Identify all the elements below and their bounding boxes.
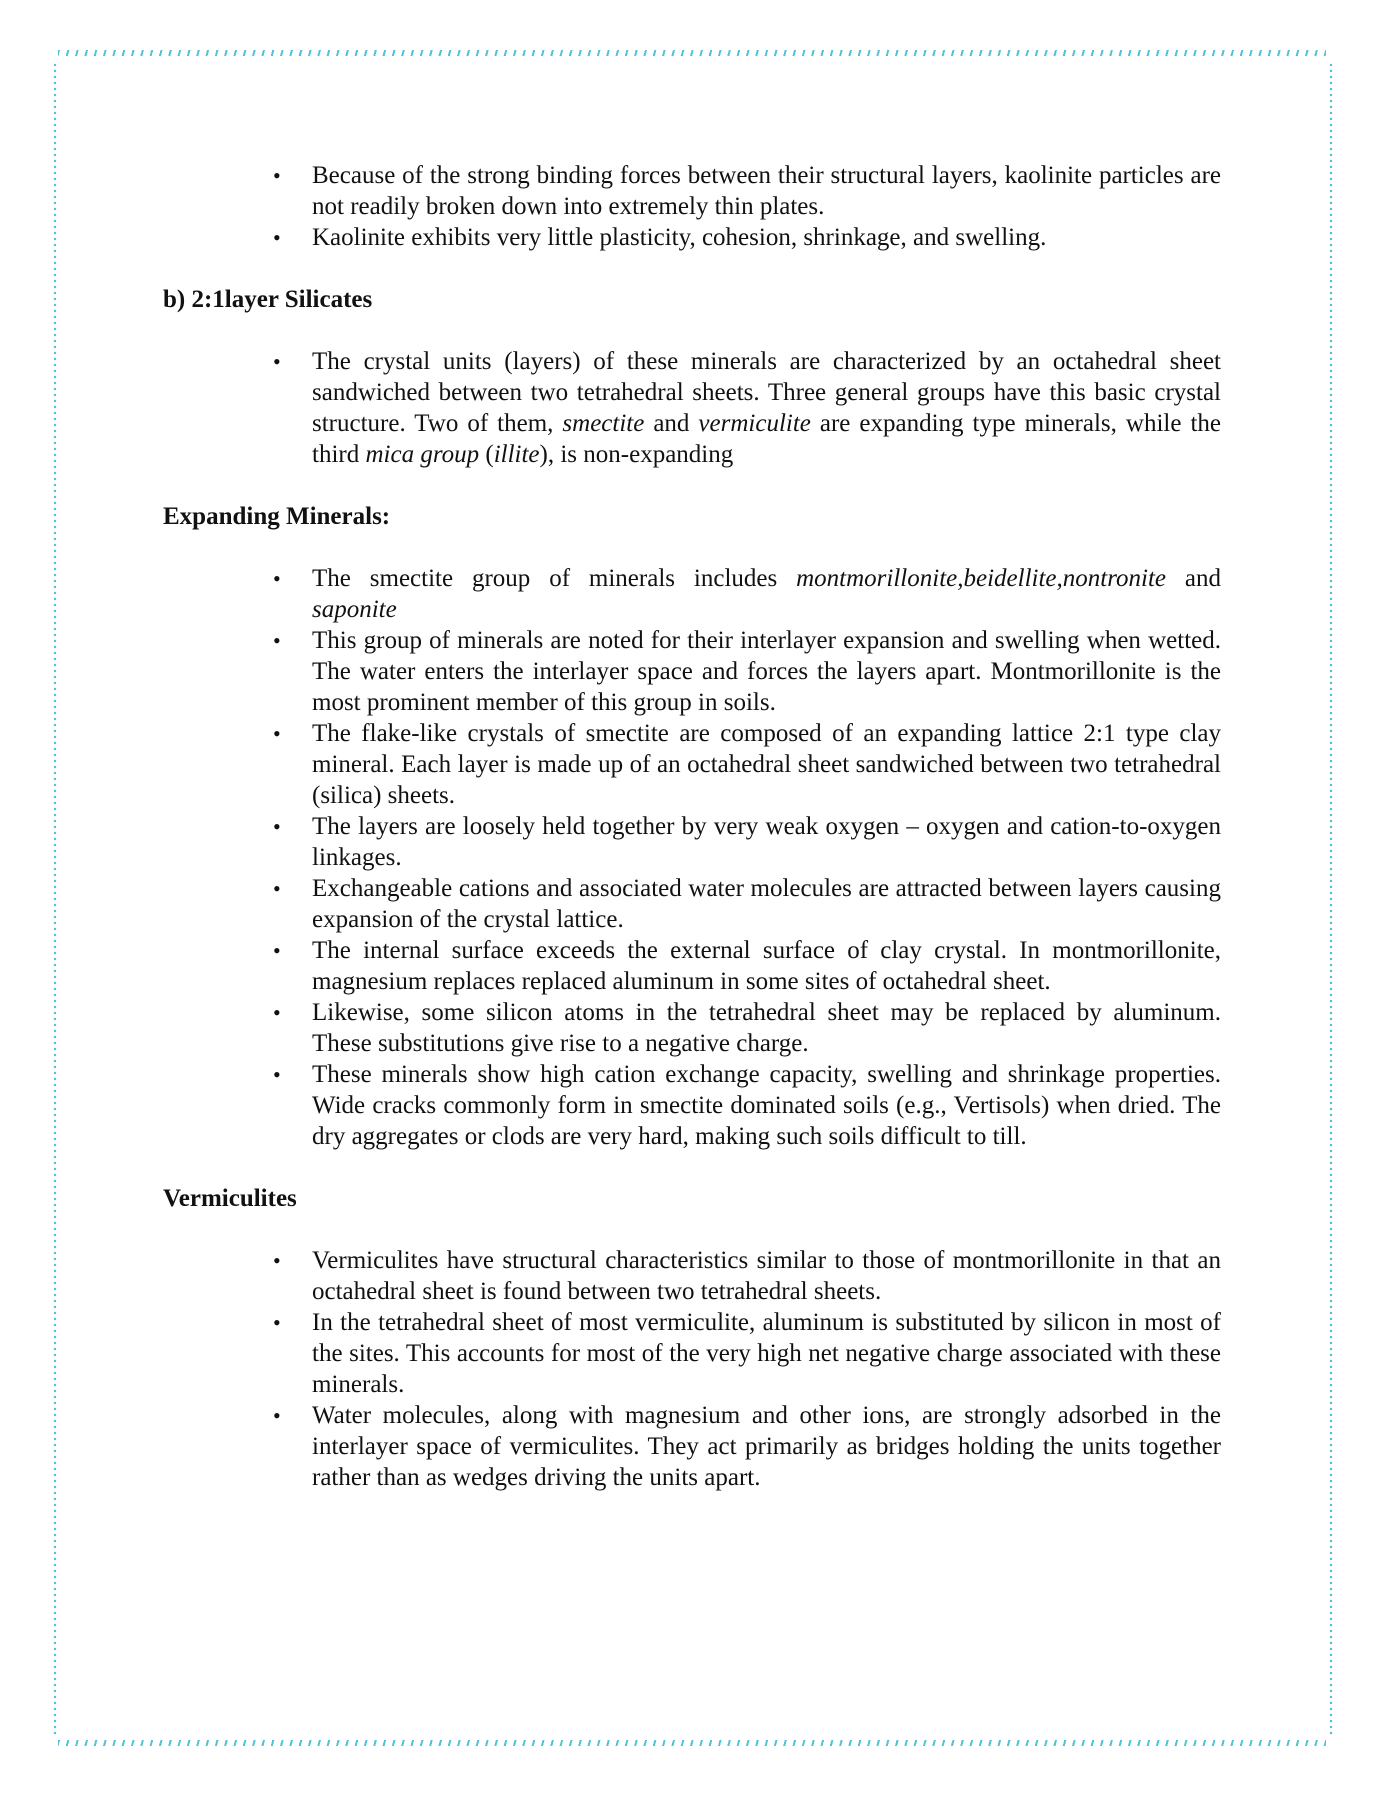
bullet-icon: • — [273, 628, 281, 653]
text-run: This group of minerals are noted for their interlayer expansion and swelling when wetted. The water enters the interlayer space and forces the layers apart. Montmorillonite is the most prominent member of this group in soils. — [312, 627, 1221, 716]
list-item — [273, 1307, 1221, 1400]
text-run: Kaolinite exhibits very little plasticity, cohesion, shrinkage, and swelling. — [312, 224, 1047, 251]
italic-term: illite — [493, 441, 540, 468]
italic-term: montmorillonite,beidellite,nontronite — [796, 565, 1166, 592]
text-run: The crystal units (layers) of these minerals are characterized by an octahedral sheet sandwiched between two tetrahedral sheets. Three general groups have this basic crystal structure. Two of them, — [312, 348, 1221, 437]
bullet-icon: • — [273, 225, 281, 250]
page-border-top — [58, 50, 1326, 56]
text-run: Because of the strong binding forces between their structural layers, kaolinite particles are not readily broken down into extremely thin plates. — [312, 162, 1221, 220]
list-item — [273, 718, 1221, 811]
text-run: The smectite group of minerals includes — [312, 565, 797, 592]
bullet-icon: • — [273, 938, 281, 963]
bullet-list — [163, 160, 1221, 253]
list-item — [273, 1400, 1221, 1493]
list-item — [273, 160, 1221, 222]
bullet-icon: • — [273, 1403, 281, 1428]
section-heading: b) 2:1layer Silicates — [163, 286, 373, 313]
italic-term: smectite — [562, 410, 645, 437]
italic-term: vermiculite — [698, 410, 811, 437]
text-run: Exchangeable cations and associated water molecules are attracted between layers causing expansion of the crystal lattice. — [312, 875, 1221, 933]
list-item — [273, 997, 1221, 1059]
page-border-right — [1328, 62, 1334, 1736]
text-run: ( — [479, 441, 494, 468]
section-heading: Expanding Minerals: — [163, 503, 391, 530]
text-run: Water molecules, along with magnesium and other ions, are strongly adsorbed in the interlayer space of vermiculites. They act primarily as bridges holding the units together rather than as wedges driving the units apart. — [312, 1402, 1221, 1491]
list-item — [273, 1245, 1221, 1307]
document-body — [163, 160, 1221, 1493]
text-run: Likewise, some silicon atoms in the tetrahedral sheet may be replaced by aluminum. These substitutions give rise to a negative charge. — [312, 999, 1221, 1057]
list-item — [273, 1059, 1221, 1152]
list-item — [273, 222, 1221, 253]
list-item — [273, 873, 1221, 935]
text-run: In the tetrahedral sheet of most vermiculite, aluminum is substituted by silicon in most of the sites. This accounts for most of the very high net negative charge associated with these minerals. — [312, 1309, 1221, 1398]
bullet-icon: • — [273, 349, 281, 374]
text-run: These minerals show high cation exchange capacity, swelling and shrinkage properties. Wide cracks commonly form in smectite dominated soils (e.g., Vertisols) when dried. The dry aggregates or clods are very hard, making such soils difficult to till. — [312, 1061, 1221, 1150]
bullet-icon: • — [273, 721, 281, 746]
bullet-list — [163, 1245, 1221, 1493]
text-run: are expanding type minerals, while the third — [312, 410, 1221, 468]
text-run: The internal surface exceeds the external surface of clay crystal. In montmorillonite, magnesium replaces replaced aluminum in some sites of octahedral sheet. — [312, 937, 1221, 995]
text-run: and — [1166, 565, 1221, 592]
section-heading: Vermiculites — [163, 1185, 297, 1212]
text-run: The flake-like crystals of smectite are composed of an expanding lattice 2:1 type clay mineral. Each layer is made up of an octahedral sheet sandwiched between two tetrahedral (silica) sheets. — [312, 720, 1221, 809]
italic-term: mica group — [365, 441, 480, 468]
bullet-list — [163, 346, 1221, 470]
bullet-icon: • — [273, 876, 281, 901]
text-run: and — [644, 410, 699, 437]
section-2-1-layer-silicates — [163, 284, 1221, 470]
bullet-icon: • — [273, 814, 281, 839]
section-expanding-minerals — [163, 501, 1221, 1152]
bullet-icon: • — [273, 566, 281, 591]
bullet-icon: • — [273, 1248, 281, 1273]
list-item — [273, 346, 1221, 470]
text-run: The layers are loosely held together by very weak oxygen – oxygen and cation-to-oxygen linkages. — [312, 813, 1221, 871]
bullet-icon: • — [273, 1310, 281, 1335]
page-border-bottom — [58, 1740, 1326, 1746]
list-item — [273, 563, 1221, 625]
section-vermiculites — [163, 1183, 1221, 1493]
page-border-left — [52, 62, 58, 1736]
section-kaolinite — [163, 160, 1221, 253]
bullet-list — [163, 563, 1221, 1152]
list-item — [273, 625, 1221, 718]
text-run: Vermiculites have structural characteristics similar to those of montmorillonite in that an octahedral sheet is found between two tetrahedral sheets. — [312, 1247, 1221, 1305]
italic-term: saponite — [312, 596, 397, 623]
bullet-icon: • — [273, 1000, 281, 1025]
list-item — [273, 935, 1221, 997]
list-item — [273, 811, 1221, 873]
bullet-icon: • — [273, 163, 281, 188]
text-run: ), is non-expanding — [539, 441, 734, 468]
bullet-icon: • — [273, 1062, 281, 1087]
